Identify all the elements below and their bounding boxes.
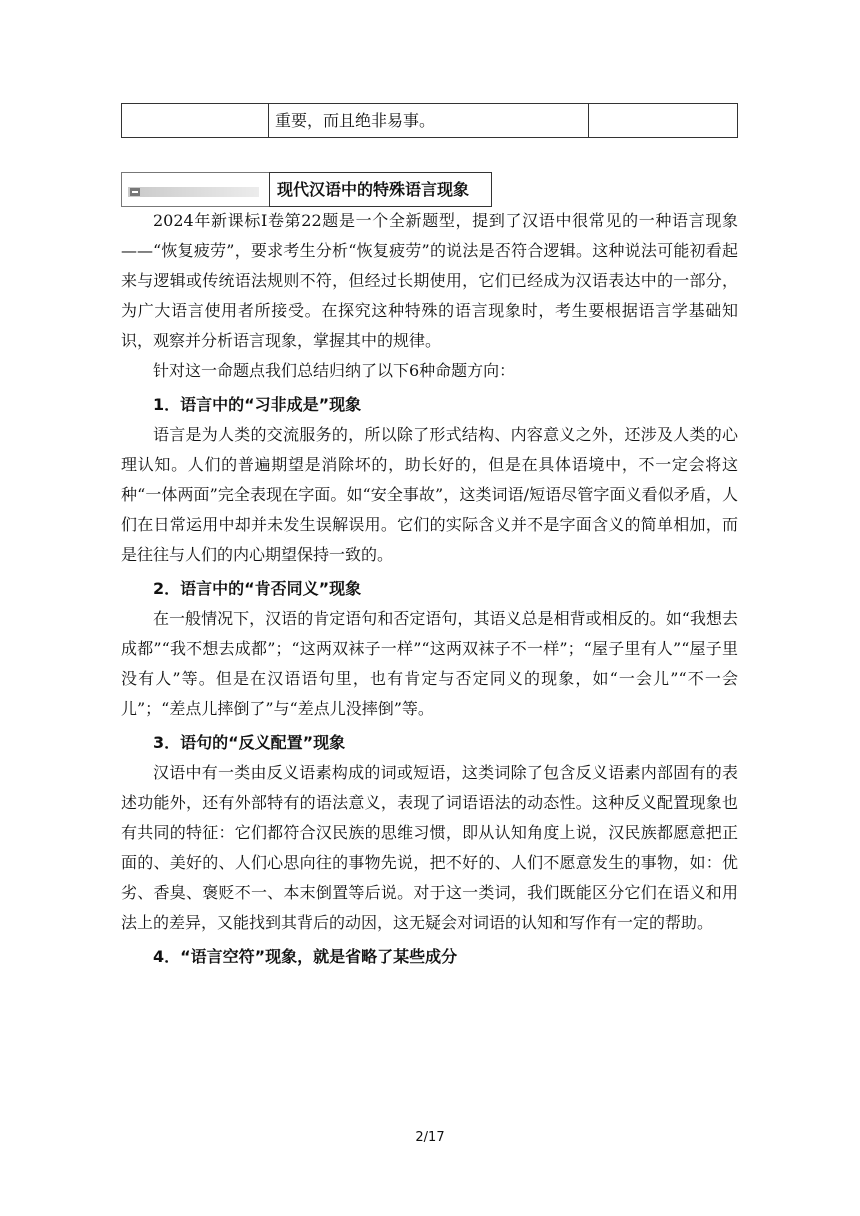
heading-3: 3．语句的“反义配置”现象 xyxy=(153,733,346,752)
paragraph-2: 在一般情况下，汉语的肯定语句和否定语句，其语义总是相背或相反的。如“我想去成都”“我不想去成都”；“这两双袜子一样”“这两双袜子不一样”；“屋子里有人”“屋子里没有人”等。但是在汉语语句里，也有肯定与否定同义的现象，如“一会儿”“不一会儿”；“差点儿摔倒了”与“差点儿没摔倒”等。 xyxy=(121,609,738,718)
intro-paragraph-2: 针对这一命题点我们总结归纳了以下6种命题方向： xyxy=(153,361,516,380)
heading-4: 4．“语言空符”现象，就是省略了某些成分 xyxy=(153,947,458,966)
top-table-fragment xyxy=(121,103,738,138)
minus-box-icon xyxy=(130,188,140,196)
document-body xyxy=(121,206,738,972)
intro-paragraph-1: 2024年新课标Ⅰ卷第22题是一个全新题型，提到了汉语中很常见的一种语言现象——“恢复疲劳”，要求考生分析“恢复疲劳”的说法是否符合逻辑。这种说法可能初看起来与逻辑或传统语法规则不符，但经过长期使用，它们已经成为汉语表达中的一部分，为广大语言使用者所接受。在探究这种特殊的语言现象时，考生要根据语言学基础知识，观察并分析语言现象，掌握其中的规律。 xyxy=(121,211,738,350)
page-number: 2/17 xyxy=(415,1130,445,1145)
table-cell-right xyxy=(589,104,737,137)
gradient-bar-icon xyxy=(128,187,259,197)
table-cell-left xyxy=(122,104,269,137)
section-header-decoration xyxy=(121,172,269,207)
paragraph-3: 汉语中有一类由反义语素构成的词或短语，这类词除了包含反义语素内部固有的表述功能外，还有外部特有的语法意义，表现了词语语法的动态性。这种反义配置现象也有共同的特征：它们都符合汉民族的思维习惯，即从认知角度上说，汉民族都愿意把正面的、美好的、人们心思向往的事物先说，把不好的、人们不愿意发生的事物，如：优劣、香臭、褒贬不一、本末倒置等后说。对于这一类词，我们既能区分它们在语义和用法上的差异，又能找到其背后的动因，这无疑会对词语的认知和写作有一定的帮助。 xyxy=(121,763,738,932)
heading-2: 2．语言中的“肯否同义”现象 xyxy=(153,579,362,598)
paragraph-1: 语言是为人类的交流服务的，所以除了形式结构、内容意义之外，还涉及人类的心理认知。人们的普遍期望是消除坏的，助长好的，但是在具体语境中，不一定会将这种“一体两面”完全表现在字面。如“安全事故”，这类词语/短语尽管字面义看似矛盾，人们在日常运用中却并未发生误解误用。它们的实际含义并不是字面含义的简单相加，而是往往与人们的内心期望保持一致的。 xyxy=(121,425,738,564)
table-cell-middle: 重要，而且绝非易事。 xyxy=(269,104,589,137)
heading-1: 1．语言中的“习非成是”现象 xyxy=(153,395,362,414)
section-title: 现代汉语中的特殊语言现象 xyxy=(269,172,492,207)
section-header xyxy=(121,172,492,207)
